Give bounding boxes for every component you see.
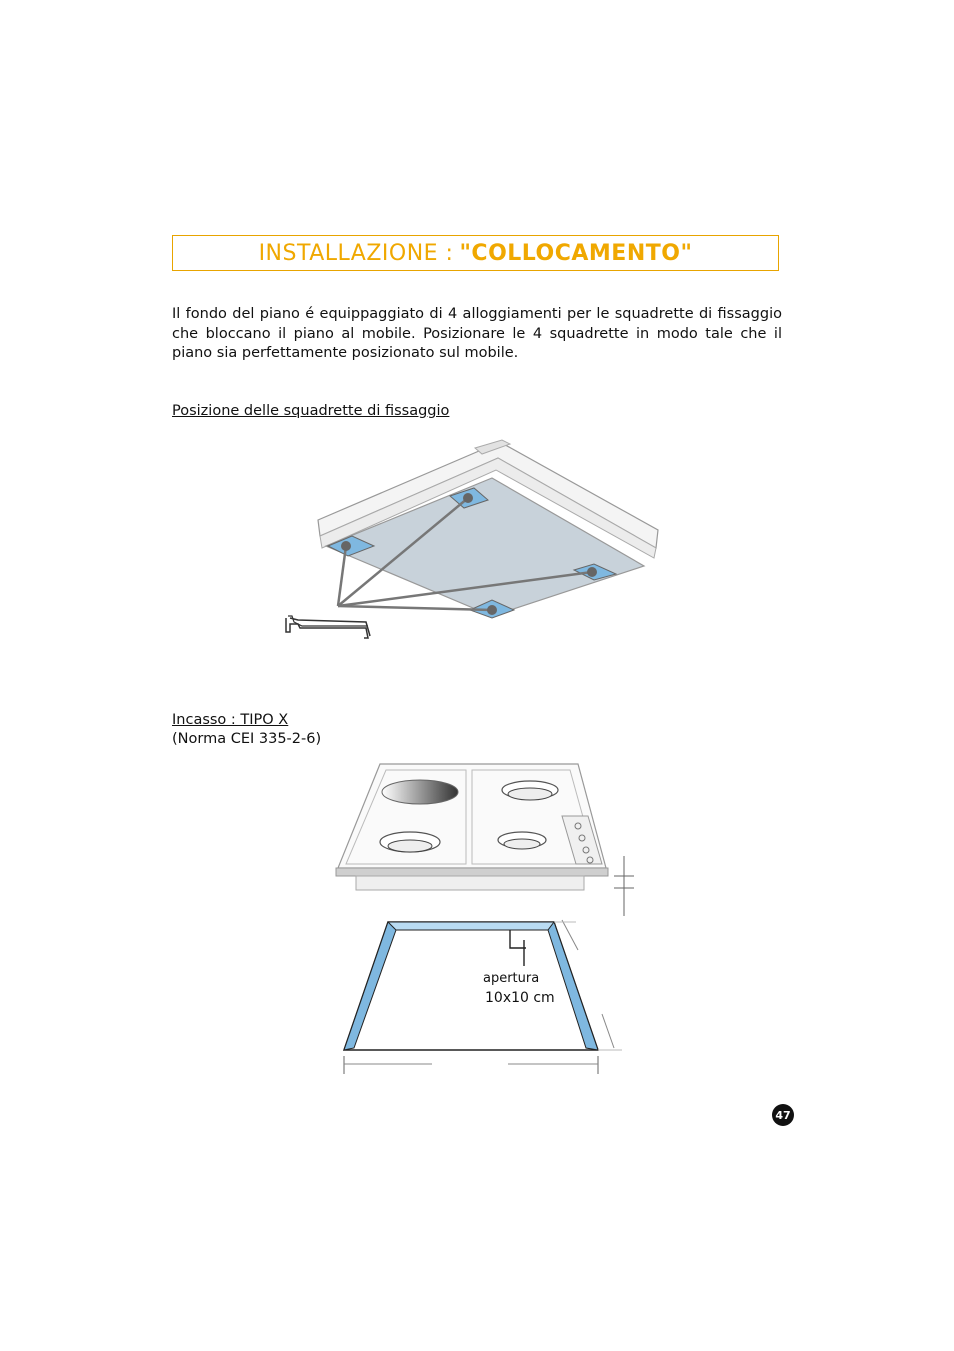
intro-paragraph: Il fondo del piano é equippaggiato di 4 alloggiamenti per le squadrette di fissaggio che bloccano il piano al mobile. Posizionare le 4 squadrette in modo tale che il piano sia perfettamente posizionato sul mobile. [172,306,782,361]
caption-norm-line: (Norma CEI 335-2-6) [172,731,322,747]
caption-bracket-position: Posizione delle squadrette di fissaggio [172,403,450,419]
caption-type-line: Incasso : TIPO X [172,712,289,728]
caption-built-in-type [172,711,321,749]
hob-cutout-figure [330,760,640,1080]
opening-size: 10x10 cm [485,990,555,1006]
title-strong: "COLLOCAMENTO" [459,240,693,266]
opening-label: apertura [483,971,540,986]
page-title [172,235,779,271]
page-number: 47 [772,1104,794,1126]
title-plain: INSTALLAZIONE : [258,240,454,266]
hob-underside-figure [270,430,670,650]
